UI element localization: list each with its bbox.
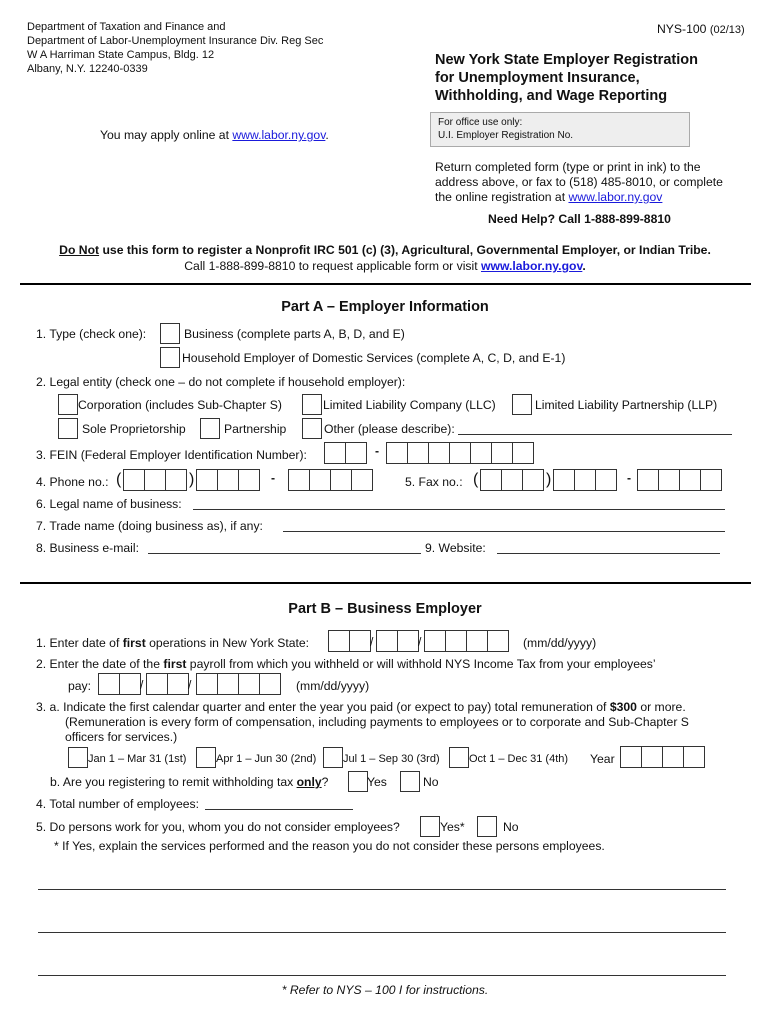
return-line: address above, or fax to (518) 485-8010, or complete — [435, 175, 723, 189]
digit-box[interactable] — [512, 442, 534, 464]
help-line: Need Help? Call 1-888-899-8810 — [488, 212, 671, 226]
title-line: New York State Employer Registration — [435, 52, 698, 68]
non-employees-label: 5. Do persons work for you, whom you do not consider employees? — [36, 820, 400, 834]
slash: / — [370, 635, 374, 649]
no-label: No — [503, 820, 519, 834]
payroll-month-boxes[interactable] — [98, 673, 140, 695]
office-use-box — [430, 112, 690, 147]
ops-year-boxes[interactable] — [424, 630, 508, 652]
explain-line[interactable] — [38, 889, 726, 890]
business-option-label: Business (complete parts A, B, D, and E) — [184, 327, 405, 341]
digit-box[interactable] — [522, 469, 544, 491]
paren: ( — [116, 471, 122, 488]
phone-label: 4. Phone no.: — [36, 475, 109, 489]
digit-box[interactable] — [553, 469, 575, 491]
digit-box[interactable] — [330, 469, 352, 491]
digit-box[interactable] — [288, 469, 310, 491]
text: payroll from which you withheld or will withhold NYS Income Tax from your employees’ — [186, 657, 656, 671]
digit-box[interactable] — [165, 469, 187, 491]
partnership-checkbox[interactable] — [200, 418, 220, 439]
office-label: For office use only: — [438, 117, 523, 128]
address-line: Department of Taxation and Finance and — [27, 21, 226, 33]
digit-box[interactable] — [238, 469, 260, 491]
ops-day-boxes[interactable] — [376, 630, 418, 652]
digit-box[interactable] — [574, 469, 596, 491]
digit-box[interactable] — [662, 746, 684, 768]
digit-box[interactable] — [98, 673, 120, 695]
digit-box[interactable] — [217, 673, 239, 695]
office-field-label: U.I. Employer Registration No. — [438, 130, 574, 141]
no-label: No — [423, 775, 439, 789]
quarter-3-label: Jul 1 – Sep 30 (3rd) — [343, 753, 440, 765]
llc-label: Limited Liability Company (LLC) — [323, 398, 496, 412]
year-label: Year — [590, 752, 615, 766]
phone-line-boxes[interactable] — [288, 469, 372, 491]
labor-link[interactable]: www.labor.ny.gov — [568, 190, 663, 204]
digit-box[interactable] — [238, 673, 260, 695]
labor-link[interactable]: www.labor.ny.gov — [480, 259, 583, 273]
non-employees-yes-checkbox[interactable] — [420, 816, 440, 837]
digit-box[interactable] — [324, 442, 346, 464]
quarter-2-label: Apr 1 – Jun 30 (2nd) — [216, 753, 317, 765]
fax-area-boxes[interactable] — [480, 469, 543, 491]
notice-do-not: Do Not — [59, 243, 100, 257]
withholding-no-checkbox[interactable] — [400, 771, 420, 792]
llc-checkbox[interactable] — [302, 394, 322, 415]
remuneration-note: (Remuneration is every form of compensation, including payments to employees or to corporate and Sub-Chapter S — [65, 715, 689, 729]
digit-box[interactable] — [259, 673, 281, 695]
fein-prefix-boxes[interactable] — [324, 442, 366, 464]
other-label: Other (please describe): — [324, 422, 455, 436]
digit-box[interactable] — [119, 673, 144, 695]
quarter-year-boxes[interactable] — [620, 746, 704, 768]
business-checkbox[interactable] — [160, 323, 180, 344]
dash: - — [271, 471, 276, 485]
digit-box[interactable] — [620, 746, 642, 768]
digit-box[interactable] — [376, 630, 398, 652]
divider — [20, 283, 751, 285]
labor-link[interactable]: www.labor.ny.gov — [232, 128, 326, 142]
website-label: 9. Website: — [425, 541, 486, 555]
partnership-label: Partnership — [224, 422, 287, 436]
ops-month-boxes[interactable] — [328, 630, 370, 652]
corporation-checkbox[interactable] — [58, 394, 78, 415]
email-label: 8. Business e-mail: — [36, 541, 139, 555]
text: 1. Enter date of — [36, 636, 123, 650]
title-line: for Unemployment Insurance, — [435, 70, 640, 86]
pay-label: pay: — [68, 679, 92, 693]
text: ? — [321, 775, 329, 789]
divider — [20, 582, 751, 584]
fax-exchange-boxes[interactable] — [553, 469, 616, 491]
paren: ( — [473, 471, 479, 488]
llp-label: Limited Liability Partnership (LLP) — [535, 398, 718, 412]
digit-box[interactable] — [146, 673, 168, 695]
q2-label: 2. Legal entity (check one – do not complete if household employer): — [36, 375, 406, 389]
form-id — [657, 21, 745, 37]
digit-box[interactable] — [445, 630, 467, 652]
slash: / — [188, 678, 192, 692]
dash: - — [627, 471, 632, 485]
digit-box[interactable] — [658, 469, 680, 491]
text: 3. a. Indicate the first calendar quarter and enter the year you paid (or expect to pay) total remuneration of — [36, 700, 610, 714]
explain-note: * If Yes, explain the services performed and the reason you do not consider these persons employees. — [54, 839, 605, 853]
date-format: (mm/dd/yyyy) — [296, 679, 370, 693]
digit-box[interactable] — [167, 673, 192, 695]
notice-suffix: . — [582, 259, 586, 273]
part-b-heading: Part B – Business Employer — [288, 601, 482, 617]
digit-box[interactable] — [487, 630, 509, 652]
paren: ) — [546, 471, 552, 488]
return-instructions — [435, 160, 723, 205]
remuneration-note: officers for services.) — [65, 730, 178, 744]
digit-box[interactable] — [309, 469, 331, 491]
other-checkbox[interactable] — [302, 418, 322, 439]
digit-box[interactable] — [123, 469, 145, 491]
notice-text: use this form to register a Nonprofit IRC 501 (c) (3), Agricultural, Governmental Employer, or Indian Tribe. — [99, 243, 711, 257]
text: b. Are you registering to remit withholding tax — [50, 775, 297, 789]
non-employees-no-checkbox[interactable] — [477, 816, 497, 837]
email-field[interactable] — [148, 553, 421, 554]
payroll-year-boxes[interactable] — [196, 673, 280, 695]
digit-box[interactable] — [407, 442, 429, 464]
text: operations in New York State: — [145, 636, 310, 650]
household-checkbox[interactable] — [160, 347, 180, 368]
first-payroll-label — [36, 656, 656, 672]
digit-box[interactable] — [480, 469, 502, 491]
slash: / — [418, 635, 422, 649]
digit-box[interactable] — [386, 442, 408, 464]
digit-box[interactable] — [491, 442, 513, 464]
slash: / — [140, 678, 144, 692]
legal-name-label: 6. Legal name of business: — [36, 497, 182, 511]
corporation-label: Corporation (includes Sub-Chapter S) — [78, 398, 282, 412]
part-a-heading: Part A – Employer Information — [281, 299, 489, 315]
address-line: Department of Labor-Unemployment Insurance Div. Reg Sec — [27, 35, 324, 47]
llp-checkbox[interactable] — [512, 394, 532, 415]
return-line: the online registration at — [435, 190, 569, 204]
trade-name-label: 7. Trade name (doing business as), if any: — [36, 519, 263, 533]
digit-box[interactable] — [349, 630, 374, 652]
digit-box[interactable] — [217, 469, 239, 491]
address-line: W A Harriman State Campus, Bldg. 12 — [27, 49, 215, 61]
yes-label: Yes* — [440, 820, 465, 834]
digit-box[interactable] — [428, 442, 450, 464]
text: 2. Enter the date of the — [36, 657, 164, 671]
digit-box[interactable] — [700, 469, 722, 491]
apply-prefix: You may apply online at — [100, 128, 233, 142]
apply-online-text — [100, 127, 329, 143]
quarter-3-checkbox[interactable] — [323, 747, 343, 768]
text-bold: $300 — [609, 700, 637, 714]
fax-line-boxes[interactable] — [637, 469, 721, 491]
withholding-only-label — [50, 774, 328, 790]
digit-box[interactable] — [196, 469, 218, 491]
digit-box[interactable] — [641, 746, 663, 768]
phone-area-boxes[interactable] — [123, 469, 186, 491]
dash: - — [375, 444, 380, 458]
notice-call — [0, 258, 770, 274]
other-describe-field[interactable] — [458, 434, 732, 435]
digit-box[interactable] — [196, 673, 218, 695]
explain-line[interactable] — [38, 932, 726, 933]
digit-box[interactable] — [466, 630, 488, 652]
title-line: Withholding, and Wage Reporting — [435, 88, 668, 104]
digit-box[interactable] — [501, 469, 523, 491]
fein-label: 3. FEIN (Federal Employer Identification Number): — [36, 448, 307, 462]
form-revision: (02/13) — [709, 24, 745, 36]
employees-field[interactable] — [205, 809, 353, 810]
withholding-yes-checkbox[interactable] — [348, 771, 368, 792]
digit-box[interactable] — [683, 746, 705, 768]
fein-suffix-boxes[interactable] — [386, 442, 533, 464]
trade-name-field[interactable] — [283, 531, 725, 532]
paren: ) — [189, 471, 195, 488]
form-title — [435, 51, 698, 105]
explain-line[interactable] — [38, 975, 726, 976]
notice — [0, 242, 770, 258]
digit-box[interactable] — [449, 442, 471, 464]
return-line: Return completed form (type or print in ink) to the — [435, 160, 701, 174]
apply-suffix: . — [325, 128, 329, 142]
date-format: (mm/dd/yyyy) — [523, 636, 597, 650]
digit-box[interactable] — [328, 630, 350, 652]
form-number: NYS-100 — [657, 22, 707, 36]
footer-note: * Refer to NYS – 100 I for instructions. — [281, 983, 489, 997]
text-bold: only — [296, 775, 322, 789]
digit-box[interactable] — [397, 630, 422, 652]
first-operations-label — [36, 635, 309, 651]
digit-box[interactable] — [345, 442, 367, 464]
digit-box[interactable] — [637, 469, 659, 491]
digit-box[interactable] — [595, 469, 617, 491]
digit-box[interactable] — [470, 442, 492, 464]
digit-box[interactable] — [144, 469, 166, 491]
sole-proprietorship-label: Sole Proprietorship — [82, 422, 186, 436]
payroll-day-boxes[interactable] — [146, 673, 188, 695]
phone-exchange-boxes[interactable] — [196, 469, 259, 491]
quarter-2-checkbox[interactable] — [196, 747, 216, 768]
quarter-label — [36, 699, 686, 715]
yes-label: Yes — [367, 775, 387, 789]
notice-call-text: Call 1-888-899-8810 to request applicable form or visit — [184, 259, 481, 273]
quarter-4-checkbox[interactable] — [449, 747, 469, 768]
text-bold: first — [122, 636, 146, 650]
digit-box[interactable] — [679, 469, 701, 491]
quarter-4-label: Oct 1 – Dec 31 (4th) — [469, 753, 569, 765]
address-line: Albany, N.Y. 12240-0339 — [27, 63, 148, 75]
employees-label: 4. Total number of employees: — [36, 797, 200, 811]
q1-label: 1. Type (check one): — [36, 327, 147, 341]
text: or more. — [636, 700, 686, 714]
website-field[interactable] — [497, 553, 720, 554]
household-option-label: Household Employer of Domestic Services (complete A, C, D, and E-1) — [182, 351, 566, 365]
text-bold: first — [163, 657, 187, 671]
quarter-1-checkbox[interactable] — [68, 747, 88, 768]
quarter-1-label: Jan 1 – Mar 31 (1st) — [88, 753, 187, 765]
digit-box[interactable] — [424, 630, 446, 652]
legal-name-field[interactable] — [193, 509, 725, 510]
fax-label: 5. Fax no.: — [405, 475, 463, 489]
digit-box[interactable] — [351, 469, 373, 491]
sole-proprietorship-checkbox[interactable] — [58, 418, 78, 439]
